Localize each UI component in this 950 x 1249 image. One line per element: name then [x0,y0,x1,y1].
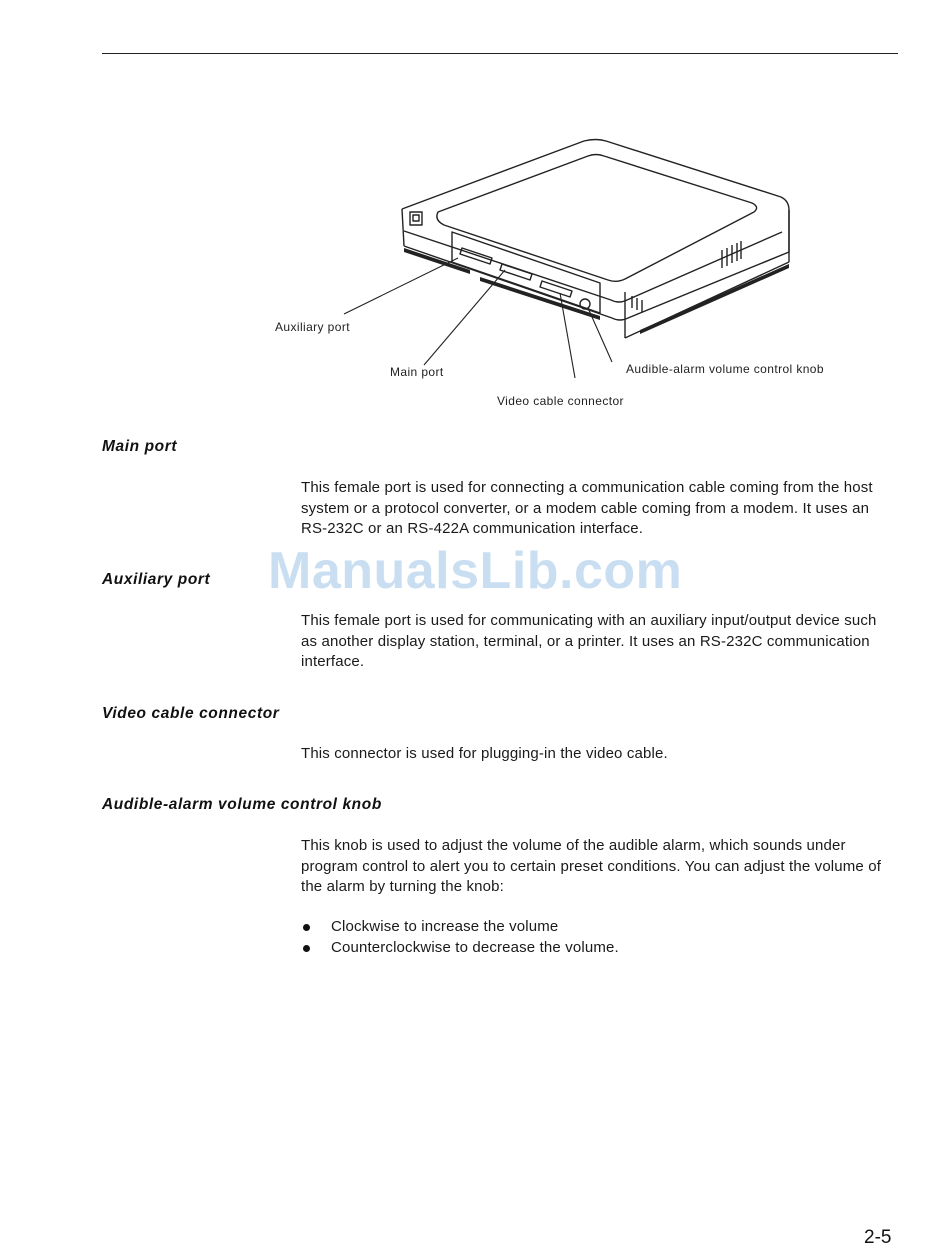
bullet-text: Counterclockwise to decrease the volume. [331,938,619,956]
section-heading-main-port: Main port [102,438,178,455]
section-heading-auxiliary-port: Auxiliary port [102,571,211,588]
list-item [301,938,619,959]
section-text-video-connector: This connector is used for plugging-in the video cable. [301,745,668,762]
section-text-auxiliary-port: This female port is used for communicating with an auxiliary input/output device such as another display station, terminal, or a printer. It uses an RS-232C communication interface. [301,612,877,671]
alarm-knob-callout: Audible-alarm volume control knob [626,362,824,376]
section-text-main-port: This female port is used for connecting a communication cable coming from the host system or a protocol converter, or a modem cable coming from a modem. It uses an RS-232C or an RS-422A communication interface. [301,479,873,538]
section-heading-alarm-knob: Audible-alarm volume control knob [102,796,382,813]
video-connector-callout: Video cable connector [497,394,624,408]
auxiliary-port-shape [460,248,492,264]
device-illustration [0,0,950,420]
main-port-shape [500,264,532,280]
section-text-alarm-knob: This knob is used to adjust the volume of the audible alarm, which sounds under program control to alert you to certain preset conditions. You can adjust the volume of the alarm by turning the knob: [301,837,882,896]
section-heading-video-connector: Video cable connector [102,705,280,722]
device-top-outline [402,140,789,211]
list-item [301,917,619,938]
auxiliary-port-leader [344,258,458,314]
watermark: ManualsLib.com [268,542,683,600]
main-port-leader [424,270,505,365]
auxiliary-port-callout: Auxiliary port [275,320,350,334]
alarm-knob-bullet-list [301,917,619,958]
main-port-callout: Main port [390,365,444,379]
page-number: 2-5 [864,1227,892,1248]
bullet-text: Clockwise to increase the volume [331,918,559,935]
bullet-icon [303,924,310,931]
bullet-icon [303,945,310,952]
